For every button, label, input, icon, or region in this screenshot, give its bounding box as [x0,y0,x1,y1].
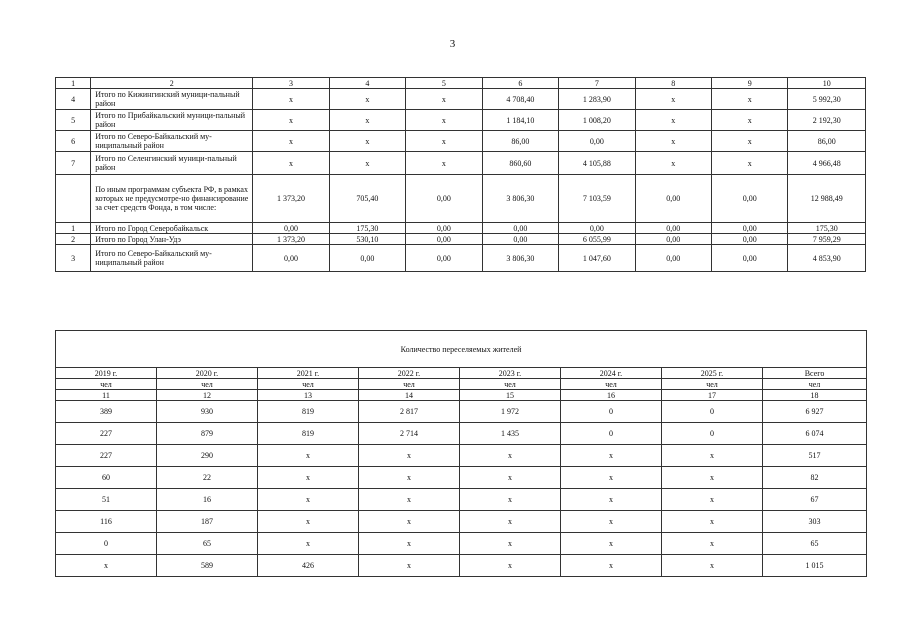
unit-row-cell: чел [763,379,867,390]
value-cell: 1 435 [460,423,561,445]
value-cell: 82 [763,467,867,489]
value-cell: 22 [157,467,258,489]
table-row [56,533,867,555]
value-cell: 0 [561,401,662,423]
value-cell: 187 [157,511,258,533]
value-cell: 0,00 [559,131,635,152]
value-cell: 1 373,20 [253,175,329,223]
value-cell: х [662,533,763,555]
table-row [56,467,867,489]
value-cell: х [258,533,359,555]
value-cell: х [635,152,711,175]
value-cell: 12 988,49 [788,175,866,223]
column-number-cell: 8 [635,78,711,89]
value-cell: 0,00 [712,234,788,245]
value-cell: х [258,467,359,489]
column-number-row-cell: 11 [56,390,157,401]
value-cell: х [712,110,788,131]
value-cell: х [460,489,561,511]
value-cell: 290 [157,445,258,467]
value-cell: х [460,555,561,577]
value-cell: 2 192,30 [788,110,866,131]
year-header-row-cell: Всего [763,368,867,379]
value-cell: х [359,467,460,489]
value-cell: х [329,152,405,175]
value-cell: 4 708,40 [482,89,558,110]
row-number-cell: 5 [56,110,91,131]
row-number-cell: 1 [56,223,91,234]
row-number-cell: 7 [56,152,91,175]
value-cell: 705,40 [329,175,405,223]
value-cell: 0 [561,423,662,445]
value-cell: 16 [157,489,258,511]
value-cell: х [253,89,329,110]
column-number-cell: 6 [482,78,558,89]
column-number-row-cell: 13 [258,390,359,401]
value-cell: х [460,511,561,533]
column-number-row-cell: 18 [763,390,867,401]
column-number-cell: 2 [91,78,253,89]
value-cell: 530,10 [329,234,405,245]
table-header-row [56,78,866,89]
value-cell: х [561,445,662,467]
year-header-row-cell: 2021 г. [258,368,359,379]
value-cell: 0,00 [406,175,482,223]
value-cell: х [258,445,359,467]
table-row [56,245,866,272]
value-cell: х [561,511,662,533]
table-row [56,511,867,533]
table-row [56,223,866,234]
page-number: 3 [449,38,456,50]
value-cell: 86,00 [788,131,866,152]
value-cell: 426 [258,555,359,577]
value-cell: х [561,467,662,489]
year-header-row-cell: 2022 г. [359,368,460,379]
column-number-cell: 3 [253,78,329,89]
table-row [56,110,866,131]
value-cell: 4 105,88 [559,152,635,175]
value-cell: 1 283,90 [559,89,635,110]
row-name-cell: Итого по Город Улан-Удэ [91,234,253,245]
column-number-row-cell: 17 [662,390,763,401]
column-number-row [56,390,867,401]
table-row [56,89,866,110]
value-cell: 7 103,59 [559,175,635,223]
value-cell: х [359,445,460,467]
value-cell: х [258,489,359,511]
unit-row-cell: чел [460,379,561,390]
year-header-row-cell: 2019 г. [56,368,157,379]
value-cell: х [712,152,788,175]
value-cell: 2 817 [359,401,460,423]
value-cell: х [561,555,662,577]
value-cell: х [460,445,561,467]
value-cell: 0 [662,423,763,445]
row-number-cell: 2 [56,234,91,245]
value-cell: 303 [763,511,867,533]
value-cell: х [635,110,711,131]
column-number-cell: 10 [788,78,866,89]
value-cell: 0,00 [482,234,558,245]
column-number-cell: 5 [406,78,482,89]
value-cell: х [712,131,788,152]
value-cell: 2 714 [359,423,460,445]
value-cell: 819 [258,401,359,423]
value-cell: 1 184,10 [482,110,558,131]
financing-table-body [56,78,866,272]
value-cell: х [460,533,561,555]
value-cell: х [359,511,460,533]
value-cell: х [635,131,711,152]
column-number-cell: 9 [712,78,788,89]
value-cell: 1 373,20 [253,234,329,245]
table-row [56,555,867,577]
value-cell: 1 972 [460,401,561,423]
table-row [56,234,866,245]
table-row [56,401,867,423]
value-cell: 5 992,30 [788,89,866,110]
unit-row-cell: чел [157,379,258,390]
value-cell: 389 [56,401,157,423]
value-cell: 930 [157,401,258,423]
value-cell: х [359,533,460,555]
financing-table [55,77,866,272]
value-cell: 4 966,48 [788,152,866,175]
value-cell: х [253,152,329,175]
value-cell: 0 [56,533,157,555]
value-cell: 0 [662,401,763,423]
column-number-cell: 1 [56,78,91,89]
value-cell: 4 853,90 [788,245,866,272]
row-name-cell: Итого по Северо-Байкальский му-ниципальный район [91,131,253,152]
value-cell: 60 [56,467,157,489]
table-row [56,445,867,467]
row-name-cell: Итого по Северо-Байкальский му-ниципальный район [91,245,253,272]
value-cell: 6 055,99 [559,234,635,245]
value-cell: х [662,511,763,533]
column-number-row-cell: 16 [561,390,662,401]
value-cell: х [561,533,662,555]
value-cell: 0,00 [712,175,788,223]
value-cell: х [253,110,329,131]
value-cell: х [561,489,662,511]
residents-table-body [56,331,867,577]
year-header-row [56,368,867,379]
unit-row-cell: чел [359,379,460,390]
value-cell: х [712,89,788,110]
residents-table [55,330,867,577]
value-cell: 0,00 [406,223,482,234]
value-cell: 0,00 [712,223,788,234]
row-number-cell: 6 [56,131,91,152]
value-cell: х [329,131,405,152]
table-row [56,489,867,511]
value-cell: 7 959,29 [788,234,866,245]
row-name-cell: Итого по Прибайкальский муници-пальный район [91,110,253,131]
value-cell: 65 [763,533,867,555]
year-header-row-cell: 2025 г. [662,368,763,379]
column-number-row-cell: 15 [460,390,561,401]
value-cell: х [359,489,460,511]
value-cell: 3 806,30 [482,175,558,223]
value-cell: 67 [763,489,867,511]
value-cell: 0,00 [635,175,711,223]
unit-row [56,379,867,390]
value-cell: х [662,467,763,489]
value-cell: 0,00 [712,245,788,272]
row-name-cell: Итого по Кижингинский муници-пальный район [91,89,253,110]
row-name-cell: Итого по Селенгинский муници-пальный район [91,152,253,175]
value-cell: х [329,89,405,110]
table-row [56,423,867,445]
value-cell: 860,60 [482,152,558,175]
value-cell: 175,30 [788,223,866,234]
value-cell: 1 008,20 [559,110,635,131]
value-cell: 175,30 [329,223,405,234]
year-header-row-cell: 2023 г. [460,368,561,379]
table-row [56,175,866,223]
value-cell: 0,00 [635,223,711,234]
value-cell: х [460,467,561,489]
year-header-row-cell: 2024 г. [561,368,662,379]
value-cell: 0,00 [406,234,482,245]
row-number-cell: 4 [56,89,91,110]
value-cell: 589 [157,555,258,577]
value-cell: 86,00 [482,131,558,152]
unit-row-cell: чел [258,379,359,390]
value-cell: 6 927 [763,401,867,423]
value-cell: х [406,89,482,110]
value-cell: 116 [56,511,157,533]
year-header-row-cell: 2020 г. [157,368,258,379]
value-cell: 819 [258,423,359,445]
unit-row-cell: чел [56,379,157,390]
column-number-cell: 7 [559,78,635,89]
value-cell: 0,00 [406,245,482,272]
value-cell: х [258,511,359,533]
value-cell: х [329,110,405,131]
value-cell: 1 015 [763,555,867,577]
row-number-cell [56,175,91,223]
column-number-row-cell: 14 [359,390,460,401]
value-cell: х [662,555,763,577]
table-row [56,152,866,175]
value-cell: х [253,131,329,152]
value-cell: 227 [56,423,157,445]
value-cell: х [359,555,460,577]
table-title-row [56,331,867,368]
value-cell: х [662,445,763,467]
value-cell: х [406,152,482,175]
row-name-cell: Итого по Город Северобайкальск [91,223,253,234]
value-cell: 0,00 [329,245,405,272]
column-number-row-cell: 12 [157,390,258,401]
table-row [56,131,866,152]
value-cell: 0,00 [635,245,711,272]
value-cell: х [662,489,763,511]
value-cell: 0,00 [559,223,635,234]
value-cell: 227 [56,445,157,467]
value-cell: х [635,89,711,110]
value-cell: х [406,131,482,152]
value-cell: х [56,555,157,577]
value-cell: 0,00 [253,223,329,234]
row-number-cell: 3 [56,245,91,272]
column-number-cell: 4 [329,78,405,89]
value-cell: 517 [763,445,867,467]
value-cell: 65 [157,533,258,555]
value-cell: 1 047,60 [559,245,635,272]
value-cell: 0,00 [482,223,558,234]
value-cell: 0,00 [253,245,329,272]
residents-table-title: Количество переселяемых жителей [56,331,867,368]
unit-row-cell: чел [561,379,662,390]
value-cell: 6 074 [763,423,867,445]
value-cell: 3 806,30 [482,245,558,272]
value-cell: х [406,110,482,131]
value-cell: 51 [56,489,157,511]
value-cell: 0,00 [635,234,711,245]
row-name-cell: По иным программам субъекта РФ, в рамках которых не предусмотре-но финансирование за счет средств Фонда, в том числе: [91,175,253,223]
unit-row-cell: чел [662,379,763,390]
value-cell: 879 [157,423,258,445]
